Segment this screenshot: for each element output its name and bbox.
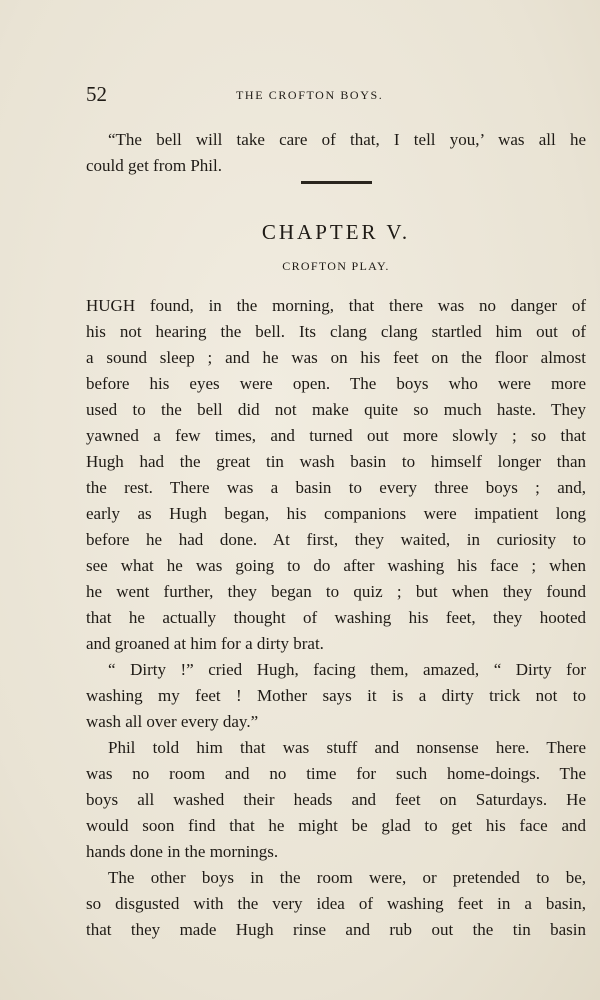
text-line: Phil told him that was stuff and nonsense here. There (108, 738, 586, 757)
text-line: he went further, they began to quiz ; but when they found (86, 582, 586, 601)
chapter-subtitle: CROFTON PLAY. (282, 259, 390, 273)
text-line: see what he was going to do after washing his face ; when (86, 556, 586, 575)
text-line: “ Dirty !” cried Hugh, facing them, amazed, “ Dirty for (108, 660, 586, 679)
page-number: 52 (86, 82, 107, 106)
text-line: the rest. There was a basin to every three boys ; and, (86, 478, 586, 497)
text-line: hands done in the mornings. (86, 842, 279, 861)
text-line: before his eyes were open. The boys who were more (86, 374, 586, 393)
text-line: “The bell will take care of that, I tell you,’ was all he (108, 130, 586, 149)
text-line: that they made Hugh rinse and rub out the tin basin (86, 920, 586, 939)
text-line: HUGH found, in the morning, that there was no danger of (86, 296, 586, 315)
text-line: so disgusted with the very idea of washing feet in a basin, (86, 894, 586, 913)
text-line: would soon find that he might be glad to get his face and (86, 816, 586, 835)
text-line: wash all over every day.” (86, 712, 259, 731)
section-divider (301, 181, 372, 184)
text-line: that he actually thought of washing his feet, they hooted (86, 608, 586, 627)
text-line: before he had done. At first, they waited, in curiosity to (86, 530, 586, 549)
text-line: yawned a few times, and turned out more slowly ; so that (86, 426, 586, 445)
text-line: a sound sleep ; and he was on his feet on the floor almost (86, 348, 586, 367)
running-title: THE CROFTON BOYS. (236, 88, 384, 102)
text-line: early as Hugh began, his companions were impatient long (86, 504, 586, 523)
running-head (86, 82, 586, 106)
text-line: could get from Phil. (86, 156, 222, 175)
chapter-title: CHAPTER V. (261, 220, 411, 244)
text-line: used to the bell did not make quite so much haste. They (86, 400, 586, 419)
text-line: was no room and no time for such home-doings. The (86, 764, 586, 783)
text-line: The other boys in the room were, or pretended to be, (108, 868, 586, 887)
text-line: boys all washed their heads and feet on Saturdays. He (86, 790, 586, 809)
text-line: and groaned at him for a dirty brat. (86, 634, 324, 653)
text-line: washing my feet ! Mother says it is a dirty trick not to (86, 686, 586, 705)
text-line: his not hearing the bell. Its clang clang startled him out of (86, 322, 586, 341)
text-line: Hugh had the great tin wash basin to himself longer than (86, 452, 586, 471)
